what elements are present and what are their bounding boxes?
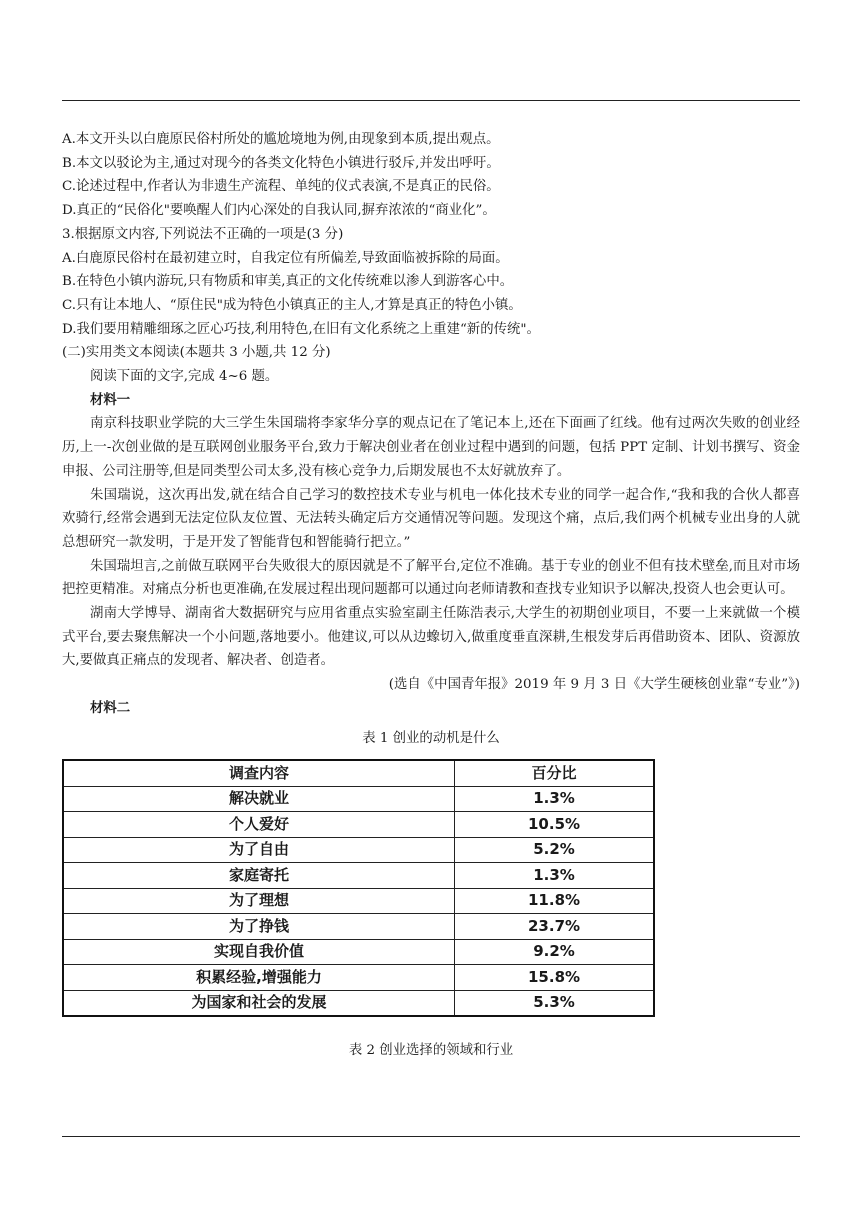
- table1-caption: 表 1 创业的动机是什么: [362, 730, 500, 746]
- table-header-cell: 调查内容: [63, 760, 455, 786]
- table-cell-percent: 5.2%: [455, 837, 654, 863]
- table-row: [63, 888, 654, 914]
- question3-options: [62, 247, 800, 342]
- table-cell-percent: 10.5%: [455, 812, 654, 838]
- table-header-cell: 百分比: [455, 760, 654, 786]
- table-row: [63, 990, 654, 1016]
- table-cell-item: 为了自由: [63, 837, 455, 863]
- table-row: [63, 965, 654, 991]
- table-header-row: [63, 760, 654, 786]
- table-cell-percent: 1.3%: [455, 786, 654, 812]
- q2-option-c: C.论述过程中,作者认为非遗生产流程、单纯的仪式表演,不是真正的民俗。: [62, 179, 500, 195]
- table-row: [63, 863, 654, 889]
- table-row: [63, 786, 654, 812]
- material2-heading: 材料二: [90, 699, 131, 716]
- top-rule: [62, 100, 800, 101]
- table-cell-item: 解决就业: [63, 786, 455, 812]
- table-cell-item: 实现自我价值: [63, 939, 455, 965]
- material1-source: (选自《中国青年报》2019 年 9 月 3 日《大学生硬核创业靠“专业”》): [388, 677, 800, 693]
- material1-paragraph: 南京科技职业学院的大三学生朱国瑞将李家华分享的观点记在了笔记本上,还在下面画了红线。他有过两次失败的创业经历,上一-次创业做的是互联网创业服务平台,致力于解决创业者在创业过程中遇到的问题，包括 PPT 定制、计划书撰写、资金申报、公司注册等,但是同类型公司太多,没有核心竞争力,后期发展也不太好就放弃了。: [62, 416, 800, 479]
- table-cell-item: 为了挣钱: [63, 914, 455, 940]
- q2-option-a: A.本文开头以白鹿原民俗村所处的尴尬境地为例,由现象到本质,提出观点。: [62, 132, 500, 147]
- page-content: [62, 128, 800, 1063]
- table-row: [63, 812, 654, 838]
- q2-option-b: B.本文以驳论为主,通过对现今的各类文化特色小镇进行驳斥,并发出呼吁。: [62, 155, 500, 171]
- table-cell-percent: 23.7%: [455, 914, 654, 940]
- table-row: [63, 914, 654, 940]
- motivation-table: [62, 759, 655, 1017]
- table-cell-percent: 1.3%: [455, 863, 654, 889]
- q3-option-b: B.在特色小镇内游玩,只有物质和审美,真正的文化传统难以渗人到游客心中。: [62, 274, 514, 290]
- table-row: [63, 939, 654, 965]
- material1-paragraph: 湖南大学博导、湖南省大数据研究与应用省重点实验室副主任陈浩表示,大学生的初期创业项目，不要一上来就做一个模式平台,要去聚焦解决一个小问题,落地要小。他建议,可以从边蟓切入,做重度垂直深耕,生根发芽后再借助资本、团队、资源放大,要做真正痛点的发现者、解决者、创造者。: [62, 606, 800, 669]
- table-cell-item: 家庭寄托: [63, 863, 455, 889]
- table-cell-percent: 5.3%: [455, 990, 654, 1016]
- reading-instruction: 阅读下面的文字,完成 4~6 题。: [90, 369, 279, 385]
- table-cell-item: 个人爱好: [63, 812, 455, 838]
- table-cell-percent: 15.8%: [455, 965, 654, 991]
- q3-option-d: D.我们要用精雕细琢之匠心巧技,利用特色,在旧有文化系统之上重建“新的传统"。: [62, 321, 540, 337]
- table-cell-item: 为了理想: [63, 888, 455, 914]
- table2-caption: 表 2 创业选择的领域和行业: [348, 1043, 514, 1059]
- table-row: [63, 837, 654, 863]
- section2-heading: (二)实用类文本阅读(本题共 3 小题,共 12 分): [62, 345, 331, 361]
- material1-paragraph: 朱国瑞坦言,之前做互联网平台失败很大的原因就是不了解平台,定位不准确。基于专业的创业不但有技术壁垒,而且对市场把控更精准。对痛点分析也更准确,在发展过程出现问题都可以通过向老师请教和查找专业知识予以解决,投资人也会更认可。: [62, 558, 800, 598]
- q3-option-c: C.只有让本地人、“原住民"成为特色小镇真正的主人,才算是真正的特色小镇。: [62, 297, 522, 313]
- material1-heading: 材料一: [90, 391, 131, 408]
- table-cell-item: 积累经验,增强能力: [63, 965, 455, 991]
- question2-options: [62, 128, 800, 223]
- table-cell-percent: 11.8%: [455, 888, 654, 914]
- question3-stem: 3.根据原文内容,下列说法不正确的一项是(3 分): [62, 226, 344, 242]
- bottom-rule: [62, 1136, 800, 1137]
- q2-option-d: D.真正的“民俗化"要唤醒人们内心深处的自我认同,摒弃浓浓的“商业化”。: [62, 203, 496, 219]
- table-cell-item: 为国家和社会的发展: [63, 990, 455, 1016]
- q3-option-a: A.白鹿原民俗村在最初建立时，自我定位有所偏差,导致面临被拆除的局面。: [62, 250, 509, 266]
- material1-paragraph: 朱国瑞说，这次再出发,就在结合自己学习的数控技术专业与机电一体化技术专业的同学一起合作,“我和我的合伙人都喜欢骑行,经常会遇到无法定位队友位置、无法转头确定后方交通情况等问题。发现这个痛，点后,我们两个机械专业出身的人就总想研究一款发明，于是开发了智能背包和智能骑行把立。”: [62, 487, 800, 550]
- table-cell-percent: 9.2%: [455, 939, 654, 965]
